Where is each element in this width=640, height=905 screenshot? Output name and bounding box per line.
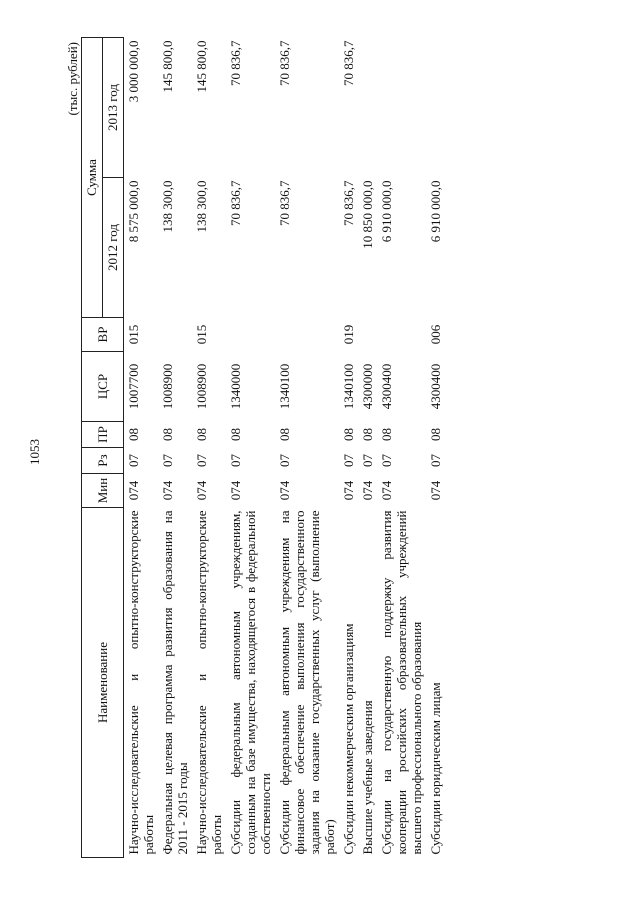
table-row (426, 38, 445, 858)
row-name: Научно-исследовательские и опытно-конструкторские работы (126, 510, 156, 855)
row-csr: 1340100 (341, 363, 356, 410)
row-name: Субсидии юридическим лицам (428, 682, 443, 855)
table-row (339, 38, 358, 858)
header-sum: Сумма (82, 38, 103, 318)
row-rz: 07 (194, 454, 209, 467)
row-sum-2013 (377, 38, 426, 178)
row-csr: 4300400 (428, 363, 443, 410)
header-pr: ПР (82, 422, 124, 448)
table-row (158, 38, 192, 858)
row-rz: 07 (126, 454, 141, 467)
row-pr: 08 (360, 428, 375, 441)
row-name: Субсидии федеральным автономным учреждениям на финансовое обеспечение выполнения государственного задания на оказание государственных услуг (выполнение работ) (277, 510, 337, 855)
header-vr: ВР (82, 318, 124, 352)
row-rz: 07 (379, 454, 394, 467)
row-name: Федеральная целевая программа развития образования на 2011 - 2015 годы (160, 510, 190, 855)
table-row (275, 38, 339, 858)
row-vr: 015 (126, 324, 141, 345)
row-pr: 08 (228, 428, 243, 441)
row-rz: 07 (360, 454, 375, 467)
row-vr (158, 318, 192, 352)
row-csr: 1008900 (194, 363, 209, 410)
row-csr: 1340000 (228, 363, 243, 410)
row-min: 074 (379, 480, 394, 501)
row-sum-2013: 70 836,7 (228, 40, 243, 86)
row-pr: 08 (126, 428, 141, 441)
row-name: Субсидии федеральным автономным учреждениям, созданным на базе имущества, находящегося в федеральной собственности (228, 510, 273, 855)
row-vr (226, 318, 275, 352)
row-sum-2013: 70 836,7 (341, 40, 356, 86)
table-row (124, 38, 159, 858)
row-pr: 08 (160, 428, 175, 441)
row-sum-2012: 8 575 000,0 (126, 180, 141, 243)
row-pr: 08 (194, 428, 209, 441)
row-pr: 08 (341, 428, 356, 441)
row-sum-2012: 70 836,7 (341, 180, 356, 226)
header-year-2013: 2013 год (103, 38, 124, 178)
row-csr: 1007700 (126, 363, 141, 410)
row-sum-2012: 6 910 000,0 (379, 180, 394, 243)
row-pr: 08 (428, 428, 443, 441)
row-rz: 07 (228, 454, 243, 467)
row-sum-2013: 70 836,7 (277, 40, 292, 86)
row-rz: 07 (341, 454, 356, 467)
row-vr: 006 (428, 324, 443, 345)
row-min: 074 (228, 480, 243, 501)
table-row (377, 38, 426, 858)
row-csr: 1340100 (277, 363, 292, 410)
row-sum-2012: 138 300,0 (194, 180, 209, 233)
row-rz: 07 (277, 454, 292, 467)
row-vr: 015 (194, 324, 209, 345)
row-vr (377, 318, 426, 352)
row-name: Субсидии некоммерческим организациям (341, 623, 356, 855)
row-rz: 07 (160, 454, 175, 467)
header-name: Наименование (82, 508, 124, 858)
row-min: 074 (126, 480, 141, 501)
row-csr: 1008900 (160, 363, 175, 410)
row-sum-2012: 70 836,7 (228, 180, 243, 226)
row-sum-2013 (426, 38, 445, 178)
row-vr (275, 318, 339, 352)
table-row (226, 38, 275, 858)
row-sum-2013: 145 800,0 (160, 40, 175, 93)
row-csr: 4300400 (379, 363, 394, 410)
budget-table (81, 37, 445, 858)
table-row (192, 38, 226, 858)
header-year-2012: 2012 год (103, 178, 124, 318)
row-vr: 019 (341, 324, 356, 345)
row-pr: 08 (277, 428, 292, 441)
row-sum-2012: 70 836,7 (277, 180, 292, 226)
row-sum-2012: 138 300,0 (160, 180, 175, 233)
row-name: Высшие учебные заведения (360, 700, 375, 855)
row-sum-2012: 10 850 000,0 (360, 180, 375, 249)
header-min: Мин (82, 474, 124, 508)
row-min: 074 (160, 480, 175, 501)
row-min: 074 (341, 480, 356, 501)
row-sum-2012: 6 910 000,0 (428, 180, 443, 243)
row-name: Научно-исследовательские и опытно-конструкторские работы (194, 510, 224, 855)
row-name: Субсидии на государственную поддержку развития кооперации российских образовательных учреждений высшего профессионального образования (379, 510, 424, 855)
row-sum-2013 (358, 38, 377, 178)
row-vr (358, 318, 377, 352)
rotated-sheet (65, 38, 535, 858)
row-min: 074 (194, 480, 209, 501)
header-rz: Рз (82, 448, 124, 474)
row-sum-2013: 145 800,0 (194, 40, 209, 93)
row-min: 074 (428, 480, 443, 501)
row-min: 074 (360, 480, 375, 501)
header-csr: ЦСР (82, 352, 124, 422)
table-row (358, 38, 377, 858)
row-min: 074 (277, 480, 292, 501)
page-number: 1053 (27, 439, 42, 465)
row-pr: 08 (379, 428, 394, 441)
row-csr: 4300000 (360, 363, 375, 410)
row-sum-2013: 3 000 000,0 (126, 40, 141, 103)
row-rz: 07 (428, 454, 443, 467)
units-label: (тыс. рублей) (65, 42, 80, 116)
